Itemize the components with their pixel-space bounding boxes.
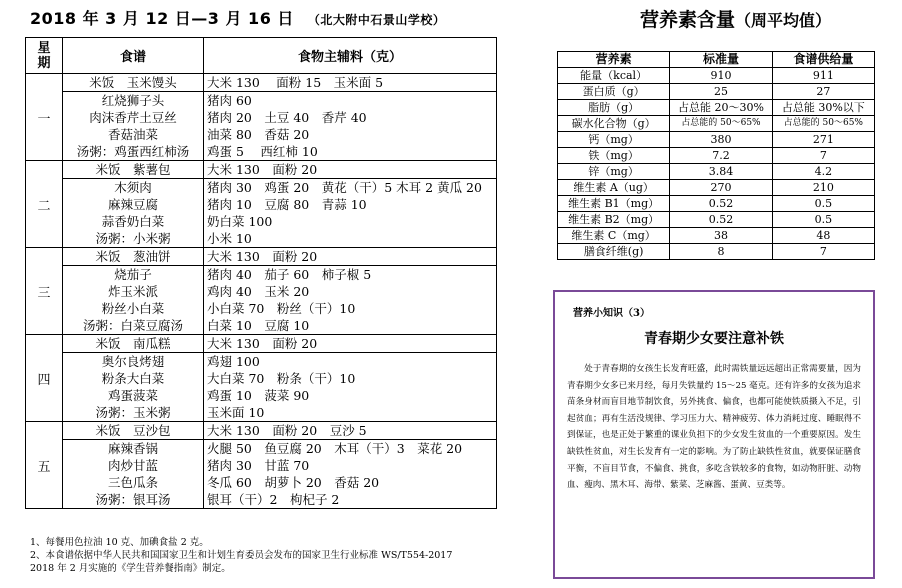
menu-day-row xyxy=(26,161,497,248)
dish-item: 汤粥：小米粥 xyxy=(95,231,171,246)
dish-item: 麻辣豆腐 xyxy=(107,197,158,212)
ingredient-item: 冬瓜 60 胡萝卜 20 香菇 20 xyxy=(207,475,380,490)
nutrition-header-row xyxy=(558,52,875,68)
menu-header-dishes: 食谱 xyxy=(63,38,204,74)
menu-header-day: 星 期 xyxy=(26,38,63,74)
standard-amount: 910 xyxy=(670,68,772,84)
nutrition-row xyxy=(558,116,875,132)
dish-item: 鸡蛋菠菜 xyxy=(107,388,158,403)
tip-title: 青春期少女要注意补铁 xyxy=(644,331,784,347)
standard-amount: 3.84 xyxy=(670,164,772,180)
note-line: 2、本食谱依据中华人民共和国国家卫生和计划生育委员会发布的国家卫生行业标准 WS/T554-2017 xyxy=(30,550,453,561)
ingredient-item: 猪肉 40 茄子 60 柿子椒 5 xyxy=(204,265,496,283)
supply-amount: 4.2 xyxy=(772,164,874,180)
tip-body: 处于青春期的女孩生长发育旺盛，此时需铁量远远超出正常需要量，因为青春期少女多已来月经，每月失铁量约 15～25 毫克。还有许多的女孩为追求苗条身材而盲目地节制饮食，另外挑食、偏食，也都可能使铁质摄入不足，引起贫血；再有生活没规律、学习压力大、精神疲劳、体力消耗过度、睡眠得不到保证，也是正处于繁重的课业负担下的少女发生贫血的一个重要原因。发生缺铁性贫血，对生长发育有一定的影响。为了防止缺铁性贫血，就要保证膳食平衡，不盲目节食，不偏食、挑食，多吃含铁较多的食物，如动物肝脏、动物血、瘦肉、黑木耳、海带、紫菜、芝麻酱、蛋黄、豆类等。 xyxy=(567,364,861,491)
supply-amount: 48 xyxy=(772,228,874,244)
ingredient-item: 奶白菜 100 xyxy=(207,214,273,229)
ingredient-item: 鸡蛋 5 西红柿 10 xyxy=(207,144,318,159)
dish-item: 粉条大白菜 xyxy=(101,371,165,386)
ingredient-item: 火腿 50 鱼豆腐 20 木耳（干）3 菜花 20 xyxy=(204,439,496,457)
ingredient-item: 油菜 80 香菇 20 xyxy=(207,127,310,142)
ingredient-item: 猪肉 10 豆腐 80 青蒜 10 xyxy=(207,197,367,212)
dish-item: 汤粥：鸡蛋西红柿汤 xyxy=(76,144,190,159)
menu-ingredients-cell xyxy=(204,335,497,422)
standard-amount: 0.52 xyxy=(670,196,772,212)
nutrition-header-supply: 食谱供给量 xyxy=(772,52,874,68)
nutrition-title xyxy=(640,5,831,32)
menu-header-ingredients: 食物主辅料（克） xyxy=(204,38,497,74)
menu-dishes-cell xyxy=(63,335,204,422)
standard-amount: 38 xyxy=(670,228,772,244)
dish-item: 粉丝小白菜 xyxy=(101,301,165,316)
nutrient-name: 维生素 C（mg） xyxy=(558,228,670,244)
staple-ingredients: 大米 130 面粉 15 玉米面 5 xyxy=(207,75,384,90)
staple-dish: 米饭 葱油饼 xyxy=(95,249,171,264)
dish-item: 汤粥：银耳汤 xyxy=(95,492,171,507)
nutrition-title-sub: （周平均值） xyxy=(735,11,832,30)
menu-day-row xyxy=(26,335,497,422)
dish-item: 香菇油菜 xyxy=(107,127,158,142)
ingredient-item: 玉米面 10 xyxy=(207,405,265,420)
menu-ingredients-cell xyxy=(204,161,497,248)
menu-dishes-cell xyxy=(63,74,204,161)
supply-amount: 210 xyxy=(772,180,874,196)
staple-dish: 米饭 紫薯包 xyxy=(95,162,171,177)
standard-amount: 380 xyxy=(670,132,772,148)
ingredient-item: 猪肉 20 土豆 40 香芹 40 xyxy=(207,110,367,125)
nutrition-row xyxy=(558,228,875,244)
supply-amount: 占总能的 50～65% xyxy=(772,116,874,132)
ingredient-item: 猪肉 60 xyxy=(204,91,496,109)
note-line: 1、每餐用色拉油 10 克、加碘食盐 2 克。 xyxy=(30,537,209,548)
menu-day-row xyxy=(26,422,497,509)
menu-day-label: 一 xyxy=(26,74,63,161)
standard-amount: 8 xyxy=(670,244,772,260)
staple-dish: 米饭 豆沙包 xyxy=(95,423,171,438)
menu-notes xyxy=(30,536,510,575)
supply-amount: 0.5 xyxy=(772,196,874,212)
supply-amount: 0.5 xyxy=(772,212,874,228)
dish-item: 汤粥：玉米粥 xyxy=(95,405,171,420)
ingredient-item: 银耳（干）2 枸杞子 2 xyxy=(207,492,340,507)
nutrient-name: 维生素 B2（mg） xyxy=(558,212,670,228)
menu-table xyxy=(25,37,497,509)
nutrition-row xyxy=(558,100,875,116)
menu-ingredients-cell xyxy=(204,248,497,335)
nutrition-row xyxy=(558,196,875,212)
supply-amount: 271 xyxy=(772,132,874,148)
menu-dishes-cell xyxy=(63,422,204,509)
nutrition-row xyxy=(558,84,875,100)
ingredient-item: 白菜 10 豆腐 10 xyxy=(207,318,310,333)
nutrient-name: 锌（mg） xyxy=(558,164,670,180)
menu-date-range: 2018 年 3 月 12 日—3 月 16 日 xyxy=(30,9,294,28)
nutrition-row xyxy=(558,212,875,228)
standard-amount: 25 xyxy=(670,84,772,100)
menu-day-label: 二 xyxy=(26,161,63,248)
tip-tag: 营养小知识（3） xyxy=(573,308,650,319)
nutrient-name: 维生素 B1（mg） xyxy=(558,196,670,212)
dish-item: 蒜香奶白菜 xyxy=(101,214,165,229)
supply-amount: 7 xyxy=(772,244,874,260)
nutrition-table xyxy=(557,51,875,260)
menu-day-row xyxy=(26,74,497,161)
nutrition-header-nutrient: 营养素 xyxy=(558,52,670,68)
ingredient-item: 鸡翅 100 xyxy=(204,352,496,370)
note-line: 2018 年 2 月实施的《学生营养餐指南》制定。 xyxy=(30,563,231,574)
supply-amount: 占总能 30%以下 xyxy=(772,100,874,116)
ingredient-item: 猪肉 30 鸡蛋 20 黄花（干）5 木耳 2 黄瓜 20 xyxy=(204,178,496,196)
ingredient-item: 鸡蛋 10 菠菜 90 xyxy=(207,388,310,403)
nutrition-row xyxy=(558,132,875,148)
dish-item: 炸玉米派 xyxy=(107,284,158,299)
staple-dish: 米饭 南瓜糕 xyxy=(95,336,171,351)
staple-ingredients: 大米 130 面粉 20 xyxy=(207,249,318,264)
supply-amount: 7 xyxy=(772,148,874,164)
nutrient-name: 蛋白质（g） xyxy=(558,84,670,100)
supply-amount: 911 xyxy=(772,68,874,84)
dish-item: 奥尔良烤翅 xyxy=(63,352,203,370)
staple-ingredients: 大米 130 面粉 20 xyxy=(207,162,318,177)
nutrient-name: 膳食纤维(g) xyxy=(558,244,670,260)
ingredient-item: 鸡肉 40 玉米 20 xyxy=(207,284,310,299)
nutrient-name: 能量（kcal） xyxy=(558,68,670,84)
nutrition-tip-box xyxy=(553,290,875,579)
ingredient-item: 小白菜 70 粉丝（干）10 xyxy=(207,301,356,316)
supply-amount: 27 xyxy=(772,84,874,100)
nutrient-name: 脂肪（g） xyxy=(558,100,670,116)
nutrient-name: 碳水化合物（g） xyxy=(558,116,670,132)
menu-day-label: 五 xyxy=(26,422,63,509)
dish-item: 烧茄子 xyxy=(63,265,203,283)
ingredient-item: 小米 10 xyxy=(207,231,252,246)
menu-header-row xyxy=(26,38,497,74)
standard-amount: 7.2 xyxy=(670,148,772,164)
dish-item: 肉炒甘蓝 xyxy=(107,458,158,473)
nutrient-name: 维生素 A（ug） xyxy=(558,180,670,196)
nutrition-row xyxy=(558,164,875,180)
dish-item: 木须肉 xyxy=(63,178,203,196)
dish-item: 麻辣香锅 xyxy=(63,439,203,457)
nutrition-title-main: 营养素含量 xyxy=(640,9,736,31)
ingredient-item: 大白菜 70 粉条（干）10 xyxy=(207,371,356,386)
menu-dishes-cell xyxy=(63,248,204,335)
menu-title xyxy=(30,6,445,29)
nutrition-row xyxy=(558,244,875,260)
menu-day-row xyxy=(26,248,497,335)
nutrient-name: 铁（mg） xyxy=(558,148,670,164)
menu-ingredients-cell xyxy=(204,422,497,509)
school-name: （北大附中石景山学校） xyxy=(307,13,446,27)
menu-day-label: 四 xyxy=(26,335,63,422)
standard-amount: 270 xyxy=(670,180,772,196)
dish-item: 红烧狮子头 xyxy=(63,91,203,109)
ingredient-item: 猪肉 30 甘蓝 70 xyxy=(207,458,310,473)
staple-dish: 米饭 玉米馒头 xyxy=(89,75,177,90)
staple-ingredients: 大米 130 面粉 20 xyxy=(207,336,318,351)
dish-item: 肉沫香芹土豆丝 xyxy=(89,110,177,125)
menu-ingredients-cell xyxy=(204,74,497,161)
nutrition-header-standard: 标准量 xyxy=(670,52,772,68)
dish-item: 三色瓜条 xyxy=(107,475,158,490)
nutrient-name: 钙（mg） xyxy=(558,132,670,148)
standard-amount: 0.52 xyxy=(670,212,772,228)
standard-amount: 占总能 20～30% xyxy=(670,100,772,116)
dish-item: 汤粥：白菜豆腐汤 xyxy=(82,318,183,333)
staple-ingredients: 大米 130 面粉 20 豆沙 5 xyxy=(207,423,367,438)
standard-amount: 占总能的 50～65% xyxy=(670,116,772,132)
nutrition-row xyxy=(558,180,875,196)
nutrition-row xyxy=(558,148,875,164)
menu-day-label: 三 xyxy=(26,248,63,335)
menu-dishes-cell xyxy=(63,161,204,248)
nutrition-row xyxy=(558,68,875,84)
